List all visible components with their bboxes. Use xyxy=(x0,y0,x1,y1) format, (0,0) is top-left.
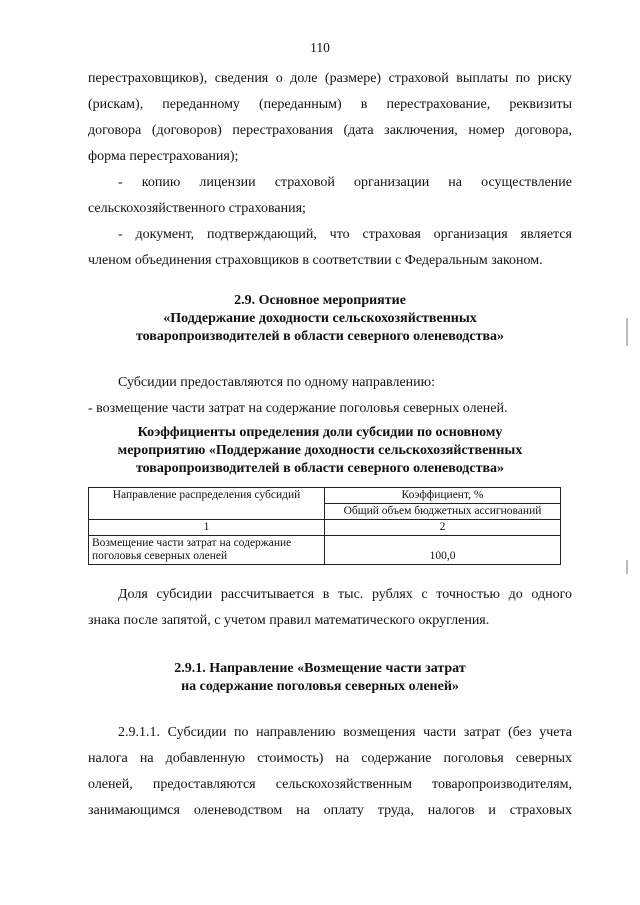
scan-edge-mark xyxy=(626,318,628,346)
heading-line: товаропроизводителей в области северного оленеводства» xyxy=(135,329,505,344)
table-row xyxy=(89,536,561,565)
text-line: 2.9.1.1. Субсидии по направлению возмещения части затрат (без учета xyxy=(118,725,572,740)
page-number: 110 xyxy=(310,40,330,55)
text-line: занимающимся оленеводством на оплату труда, налогов и страховых xyxy=(88,803,572,818)
text-line: Доля субсидии рассчитывается в тыс. рублях с точностью до одного xyxy=(118,587,572,602)
heading-line: Коэффициенты определения доли субсидии по основному xyxy=(137,425,503,440)
scan-edge-mark xyxy=(626,560,628,574)
heading-line: на содержание поголовья северных оленей» xyxy=(181,679,459,694)
table-number-row xyxy=(89,520,561,536)
text-line: форма перестрахования); xyxy=(88,149,239,164)
text-line: - копию лицензии страховой организации на осуществление xyxy=(118,175,572,190)
table-cell-direction: Возмещение части затрат на содержание поголовья северных оленей xyxy=(89,536,325,565)
heading-line: 2.9. Основное мероприятие xyxy=(234,293,406,308)
text-line: налога на добавленную стоимость) на содержание поголовья северных xyxy=(88,751,572,766)
table-cell-value: 100,0 xyxy=(325,536,561,565)
text-line: (рискам), переданному (переданным) в перестрахование, реквизиты xyxy=(88,97,572,112)
heading-line: товаропроизводителей в области северного оленеводства» xyxy=(135,461,505,476)
table-header-row xyxy=(89,488,561,504)
subsidy-intro: Субсидии предоставляются по одному направлению: xyxy=(118,375,436,390)
table-header-coefficient: Коэффициент, % xyxy=(325,488,561,504)
table-subheader-budget: Общий объем бюджетных ассигнований xyxy=(325,504,561,520)
heading-line: 2.9.1. Направление «Возмещение части затрат xyxy=(174,661,466,676)
table-col-number: 1 xyxy=(89,520,325,536)
text-line: членом объединения страховщиков в соответствии с Федеральным законом. xyxy=(88,253,543,268)
text-line: - документ, подтверждающий, что страховая организация является xyxy=(118,227,572,242)
text-line: договора (договоров) перестрахования (дата заключения, номер договора, xyxy=(88,123,572,138)
subsidy-item: - возмещение части затрат на содержание поголовья северных оленей. xyxy=(88,401,508,416)
heading-line: мероприятию «Поддержание доходности сельскохозяйственных xyxy=(117,443,523,458)
text-line: оленей, предоставляются сельскохозяйственным товаропроизводителям, xyxy=(88,777,572,792)
text-line: сельскохозяйственного страхования; xyxy=(88,201,306,216)
table-col-number: 2 xyxy=(325,520,561,536)
text-line: знака после запятой, с учетом правил математического округления. xyxy=(88,613,490,628)
text-line: перестраховщиков), сведения о доле (размере) страховой выплаты по риску xyxy=(88,71,572,86)
table-header-direction: Направление распределения субсидий xyxy=(89,488,325,520)
coefficient-table xyxy=(88,487,561,565)
heading-line: «Поддержание доходности сельскохозяйственных xyxy=(163,311,477,326)
